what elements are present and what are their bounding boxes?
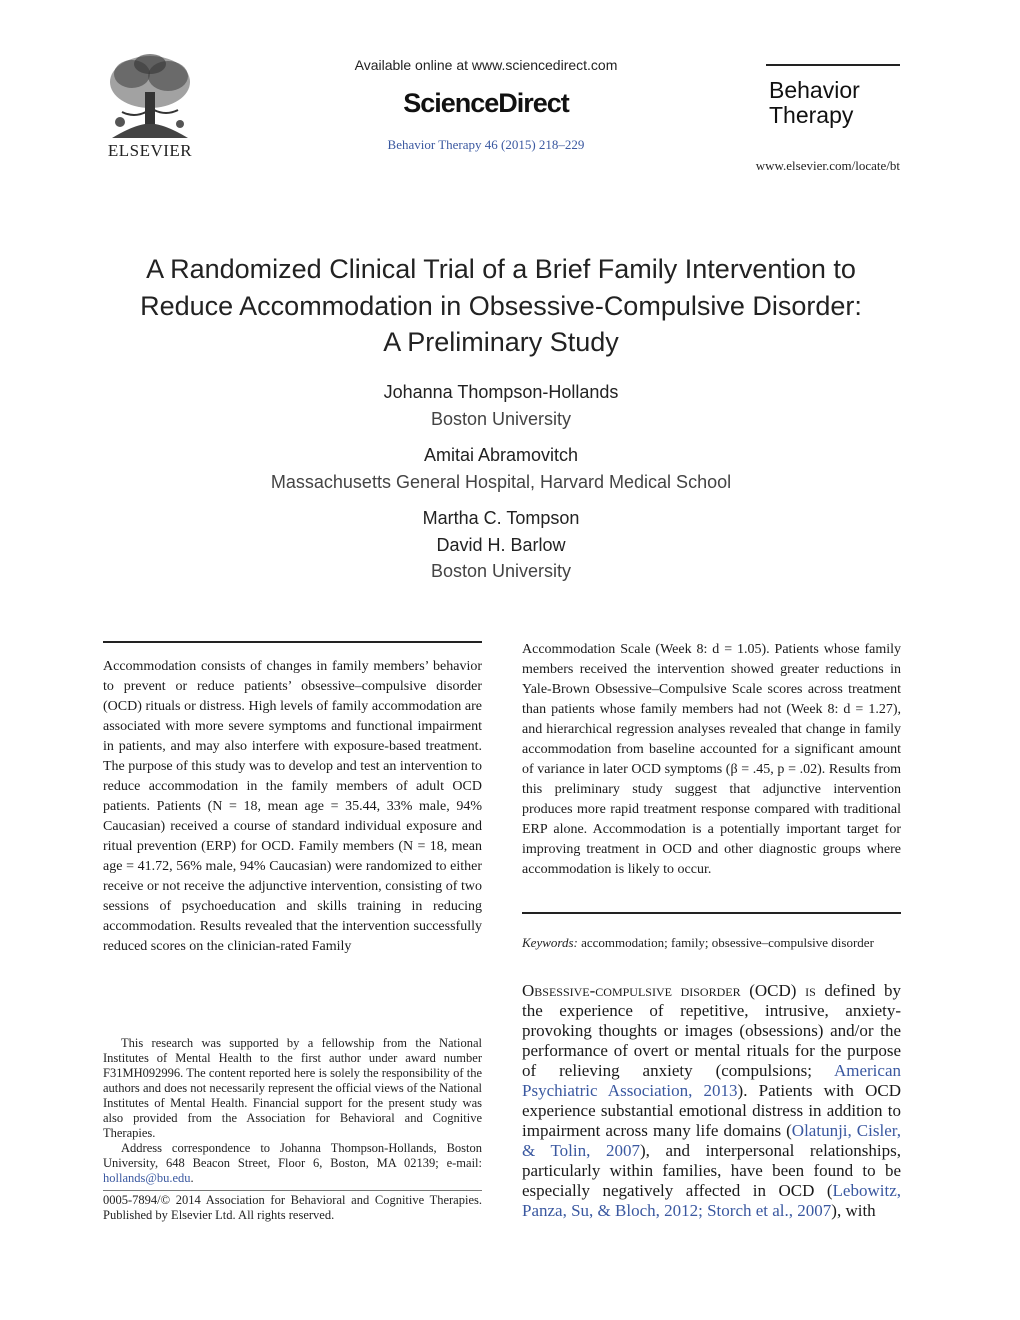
abstract-bottom-rule: [522, 912, 901, 914]
body-text: (OCD): [740, 981, 806, 1000]
title-line-1: A Randomized Clinical Trial of a Brief Family Intervention to: [146, 254, 856, 284]
abstract-left-column: Accommodation consists of changes in family members’ behavior to prevent or reduce patients’ obsessive–compulsive disorder (OCD) rituals or distress. High levels of family accommodation are associated with more severe symptoms and functional impairment in patients, and may also interfere with exposure-based treatment. The purpose of this study was to develop and test an intervention to reduce accommodation in the family members of adult OCD patients. Patients (N = 18, mean age = 35.44, 33% male, 94% Caucasian) received a course of standard individual exposure and ritual prevention (ERP) for OCD. Family members (N = 18, mean age = 41.72, 56% male, 94% Caucasian) were randomized to either receive or not receive the adjunctive intervention, consisting of two sessions of psychoeducation and skills training in reducing accommodation. Results revealed that the intervention successfully reduced scores on the clinician-rated Family: [103, 659, 482, 954]
journal-logo: [769, 78, 860, 128]
keywords-list: accommodation; family; obsessive–compulsive disorder: [577, 935, 874, 950]
journal-logo-line2: Therapy: [769, 102, 854, 128]
sciencedirect-wordmark: ScienceDirect: [403, 88, 569, 118]
citation-link[interactable]: American Psychiatric Association, 2013: [522, 1061, 901, 1100]
available-online-text: Available online at www.sciencedirect.com: [354, 57, 618, 73]
title-line-3: A Preliminary Study: [383, 327, 619, 357]
footnote-divider: [103, 1190, 482, 1191]
smallcaps-word: is: [805, 981, 816, 1000]
correspondence-address: Address correspondence to Johanna Thompson-Hollands, Boston University, 648 Beacon Street, Floor 6, Boston, MA 02139; e-mail:: [103, 1141, 482, 1170]
abstract-top-rule: [103, 641, 482, 643]
footnotes: [103, 1036, 482, 1186]
body-text: ), and interpersonal relationships, particularly within families, have been found to be especially negatively affected in OCD (: [522, 1141, 902, 1200]
title-line-2: Reduce Accommodation in Obsessive-Compulsive Disorder:: [140, 290, 862, 321]
author-affiliation: Boston University: [430, 561, 572, 581]
abstract-right-column: Accommodation Scale (Week 8: d = 1.05). Patients whose family members received the intervention showed greater reductions in Yale-Brown Obsessive–Compulsive Scale scores across treatment than patients whose family members had not (Week 8: d = 1.27), and hierarchical regression analyses revealed that change in family accommodation from baseline accounted for a significant amount of variance in later OCD symptoms (β = .45, p = .02). Results from this preliminary study suggest that adjunctive intervention produces more rapid treatment response compared with traditional ERP alone. Accommodation is a potentially important target for improving treatment in OCD and other diagnostic groups where accommodation is likely to occur.: [522, 642, 901, 877]
paper-title: [100, 251, 902, 361]
body-text: ). Patients with OCD experience substantial emotional distress in addition to impairment across many life domains (: [522, 1081, 901, 1140]
publisher-name: ELSEVIER: [107, 141, 193, 160]
funding-note: This research was supported by a fellowship from the National Institutes of Mental Health to the first author under award number F31MH092996. The content reported here is solely the responsibility of the authors and does not necessarily represent the official views of the National Institutes of Mental Health. Financial support for the present study was also provided from the Association for Behavioral and Cognitive Therapies.: [103, 1036, 482, 1140]
author-name[interactable]: Johanna Thompson-Hollands: [383, 382, 619, 402]
keywords-label: Keywords:: [522, 935, 578, 950]
author-name[interactable]: David H. Barlow: [436, 535, 566, 555]
journal-citation-link[interactable]: Behavior Therapy 46 (2015) 218–229: [387, 137, 585, 152]
keywords: [522, 935, 901, 951]
body-introduction: [522, 981, 901, 1221]
email-link[interactable]: hollands@bu.edu: [103, 1171, 191, 1185]
author-affiliation: Massachusetts General Hospital, Harvard Medical School: [270, 472, 732, 492]
author-affiliation: Boston University: [430, 409, 572, 429]
tree-icon: [102, 52, 198, 142]
correspondence-end: .: [190, 1171, 194, 1185]
body-text: defined by the experience of repetitive, intrusive, anxiety-provoking thoughts or images (obsessions) and/or the performance of overt or mental rituals for the purpose of relieving anxiety (compulsions;: [522, 981, 902, 1080]
body-text: ), with: [831, 1201, 876, 1220]
citation-link[interactable]: Olatunji, Cisler, & Tolin, 2007: [522, 1121, 901, 1160]
correspondence-note: [103, 1141, 482, 1186]
author-name[interactable]: Martha C. Tompson: [422, 508, 580, 528]
journal-url-link[interactable]: www.elsevier.com/locate/bt: [755, 158, 900, 173]
journal-logo-line1: Behavior: [769, 77, 860, 103]
author-name[interactable]: Amitai Abramovitch: [423, 445, 579, 465]
lead-in-smallcaps: Obsessive-compulsive disorder: [522, 981, 741, 1000]
copyright-notice: 0005-7894/© 2014 Association for Behavioral and Cognitive Therapies. Published by Elsevier Ltd. All rights reserved.: [103, 1193, 482, 1222]
journal-logo-rule: [766, 64, 900, 66]
citation-link[interactable]: Lebowitz, Panza, Su, & Bloch, 2012; Storch et al., 2007: [522, 1181, 901, 1220]
